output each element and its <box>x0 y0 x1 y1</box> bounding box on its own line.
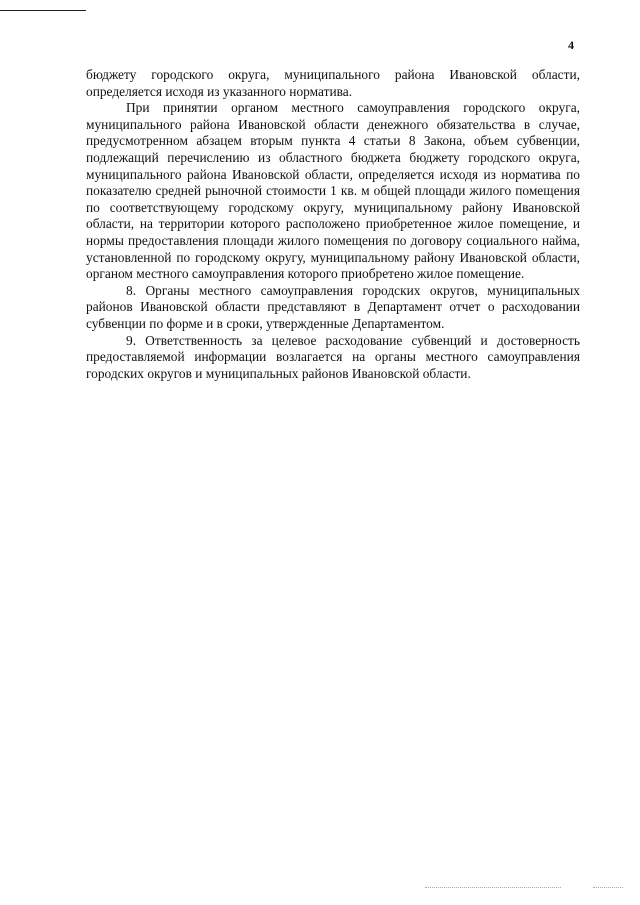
paragraph-subvention-calculation: При принятии органом местного самоуправления городского округа, муниципального района Ивановской области денежного обязательства в случае, предусмотренном абзацем вторым пункта 4 статьи 8 Закона, объем субвенции, подлежащий перечислению из областного бюджета бюджету городского округа, муниципального района Ивановской области, определяется исходя из норматива по показателю средней рыночной стоимости 1 кв. м общей площади жилого помещения по соответствующему городскому округу, муниципальному району Ивановской области, на территории которого расположено приобретенное жилое помещение, и нормы предоставления площади жилого помещения по договору социального найма, установленной по городскому округу, муниципальному району Ивановской области, органом местного самоуправления которого приобретено жилое помещение. <box>86 100 580 282</box>
paragraph-item-9: 9. Ответственность за целевое расходование субвенций и достоверность предоставляемой информации возлагается на органы местного самоуправления городских округов и муниципальных районов Ивановской области. <box>86 332 580 381</box>
page-number: 4 <box>568 38 574 52</box>
paragraph-item-8: 8. Органы местного самоуправления городских округов, муниципальных районов Ивановской области представляют в Департамент отчет о расходовании субвенции по форме и в сроки, утвержденные Департаментом. <box>86 282 580 331</box>
document-body <box>86 67 580 382</box>
footer-scan-marks <box>425 887 561 888</box>
paragraph-continuation: бюджету городского округа, муниципального района Ивановской области, определяется исходя из указанного норматива. <box>86 67 580 99</box>
footer-scan-marks-right <box>593 887 623 888</box>
corner-rule <box>0 10 86 11</box>
